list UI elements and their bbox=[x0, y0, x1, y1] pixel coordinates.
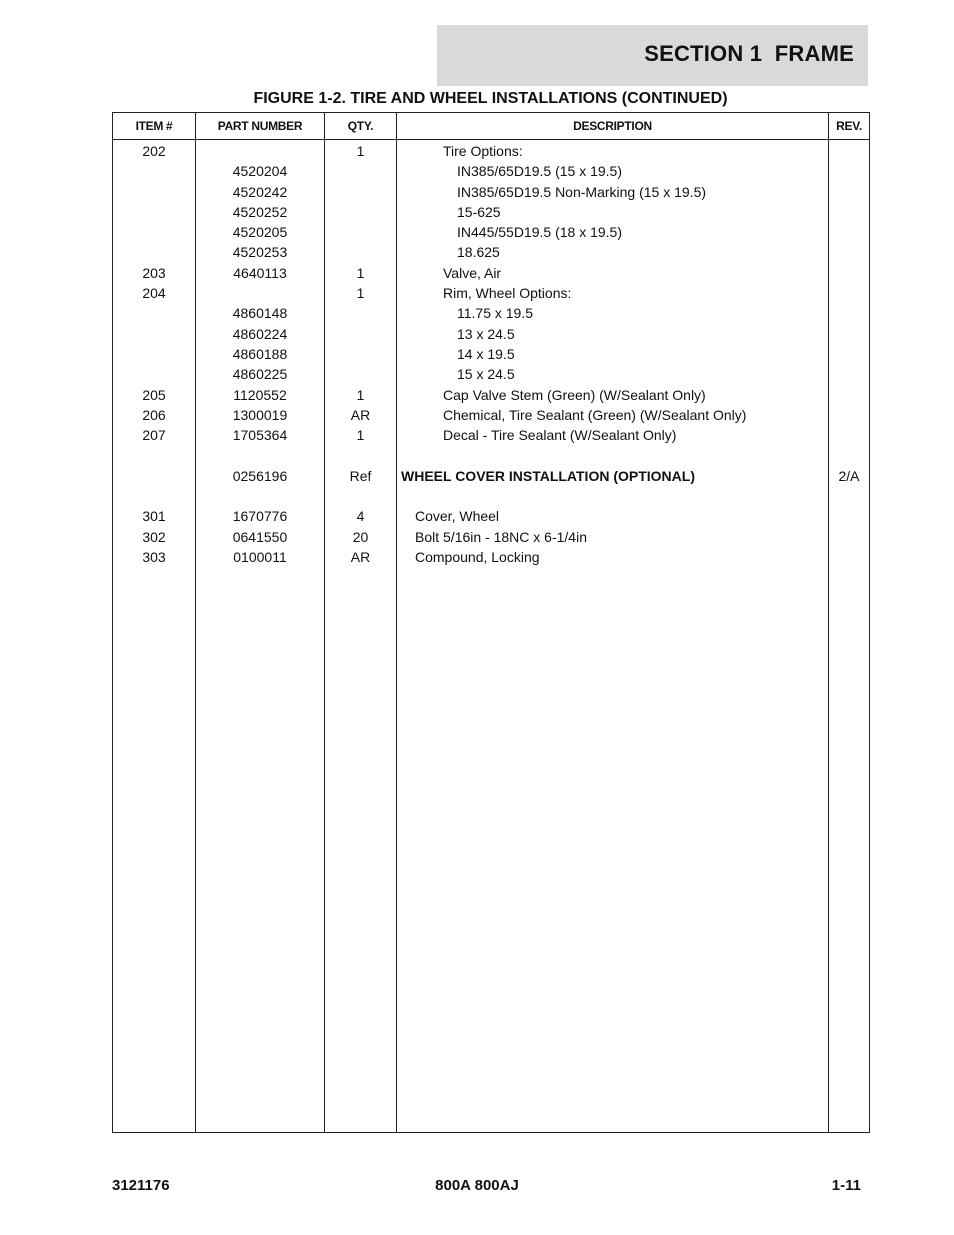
cell-part-number: 4860148 bbox=[232, 305, 288, 322]
cell-qty: 1 bbox=[356, 143, 365, 159]
table-row bbox=[113, 364, 869, 384]
table-row bbox=[113, 303, 869, 323]
cell-description: IN385/65D19.5 Non-Marking (15 x 19.5) bbox=[457, 183, 707, 200]
table-row bbox=[113, 222, 869, 242]
cell-item: 303 bbox=[142, 548, 166, 565]
cell-part-number: 1705364 bbox=[232, 427, 288, 444]
cell-description: Rim, Wheel Options: bbox=[443, 285, 572, 302]
table-row bbox=[113, 506, 869, 526]
header-qty: QTY. bbox=[347, 119, 374, 133]
cell-part-number: 1300019 bbox=[232, 406, 288, 423]
cell-item: 203 bbox=[142, 264, 166, 281]
cell-description: IN445/55D19.5 (18 x 19.5) bbox=[457, 224, 622, 241]
cell-part-number: 0641550 bbox=[232, 528, 288, 545]
header-divider bbox=[113, 139, 869, 140]
cell-qty: AR bbox=[350, 548, 371, 565]
cell-description: Cover, Wheel bbox=[415, 508, 500, 525]
header-part-number: PART NUMBER bbox=[217, 119, 303, 133]
cell-description: Bolt 5/16in - 18NC x 6-1/4in bbox=[415, 528, 587, 545]
cell-description: 13 x 24.5 bbox=[457, 325, 515, 342]
cell-qty: Ref bbox=[349, 467, 372, 484]
cell-description: Tire Options: bbox=[443, 143, 523, 159]
cell-part-number: 4520204 bbox=[232, 163, 288, 180]
cell-item: 302 bbox=[142, 528, 166, 545]
cell-part-number: 4520242 bbox=[232, 183, 288, 200]
cell-item: 206 bbox=[142, 406, 166, 423]
cell-qty: 4 bbox=[356, 508, 365, 525]
header-description: DESCRIPTION bbox=[573, 119, 652, 133]
figure-title: FIGURE 1-2. TIRE AND WHEEL INSTALLATIONS (CONTINUED) bbox=[253, 90, 728, 107]
cell-part-number: 4520253 bbox=[232, 244, 288, 261]
parts-table bbox=[112, 112, 870, 1133]
cell-part-number: 4860224 bbox=[232, 325, 288, 342]
cell-item: 204 bbox=[142, 285, 166, 302]
cell-item: 207 bbox=[142, 427, 166, 444]
table-row bbox=[113, 283, 869, 303]
cell-rev: 2/A bbox=[838, 467, 860, 484]
table-row bbox=[113, 466, 869, 486]
cell-description: WHEEL COVER INSTALLATION (OPTIONAL) bbox=[401, 467, 695, 484]
footer-model: 800A 800AJ bbox=[435, 1177, 519, 1194]
cell-part-number: 4640113 bbox=[233, 264, 287, 281]
cell-part-number: 4520205 bbox=[232, 224, 288, 241]
table-row bbox=[113, 344, 869, 364]
cell-item: 202 bbox=[142, 143, 166, 159]
cell-description: Valve, Air bbox=[443, 264, 502, 281]
cell-qty: 20 bbox=[352, 528, 369, 545]
cell-qty: 1 bbox=[356, 386, 365, 403]
table-row bbox=[113, 385, 869, 405]
cell-description: 14 x 19.5 bbox=[457, 345, 515, 362]
table-row bbox=[113, 263, 869, 283]
table-row bbox=[113, 141, 869, 161]
section-banner bbox=[437, 25, 868, 86]
table-row bbox=[113, 527, 869, 547]
table-row bbox=[113, 202, 869, 222]
section-title: SECTION 1 FRAME bbox=[644, 41, 854, 66]
footer-page-number: 1-11 bbox=[831, 1177, 861, 1194]
cell-part-number: 0256196 bbox=[232, 467, 288, 484]
cell-part-number: 4860225 bbox=[232, 366, 288, 383]
cell-qty: 1 bbox=[356, 285, 365, 302]
table-row bbox=[113, 182, 869, 202]
cell-qty: AR bbox=[350, 406, 371, 423]
cell-qty: 1 bbox=[356, 264, 365, 281]
table-row bbox=[113, 405, 869, 425]
cell-description: Cap Valve Stem (Green) (W/Sealant Only) bbox=[443, 386, 706, 403]
cell-item: 205 bbox=[142, 386, 166, 403]
cell-part-number: 1670776 bbox=[232, 508, 288, 525]
table-row bbox=[113, 324, 869, 344]
cell-part-number: 0100011 bbox=[233, 548, 287, 565]
table-row bbox=[113, 486, 869, 506]
cell-description: 18.625 bbox=[457, 244, 500, 261]
header-item: ITEM # bbox=[135, 119, 173, 133]
table-row bbox=[113, 547, 869, 567]
header-rev: REV. bbox=[836, 119, 862, 133]
table-row bbox=[113, 242, 869, 262]
cell-part-number: 4520252 bbox=[232, 203, 288, 220]
table-body bbox=[113, 141, 869, 567]
cell-part-number: 4860188 bbox=[232, 345, 288, 362]
cell-description: 15 x 24.5 bbox=[457, 366, 515, 383]
cell-part-number: 1120552 bbox=[233, 386, 287, 403]
cell-qty: 1 bbox=[356, 427, 365, 444]
cell-description: 11.75 x 19.5 bbox=[457, 305, 534, 322]
cell-description: Compound, Locking bbox=[415, 548, 540, 565]
cell-description: Decal - Tire Sealant (W/Sealant Only) bbox=[443, 427, 677, 444]
cell-description: IN385/65D19.5 (15 x 19.5) bbox=[457, 163, 622, 180]
table-row bbox=[113, 425, 869, 445]
table-row bbox=[113, 445, 869, 465]
cell-item: 301 bbox=[142, 508, 166, 525]
cell-description: 15-625 bbox=[457, 203, 501, 220]
cell-description: Chemical, Tire Sealant (Green) (W/Sealant Only) bbox=[443, 406, 747, 423]
table-row bbox=[113, 161, 869, 181]
footer-doc-number: 3121176 bbox=[112, 1177, 170, 1194]
